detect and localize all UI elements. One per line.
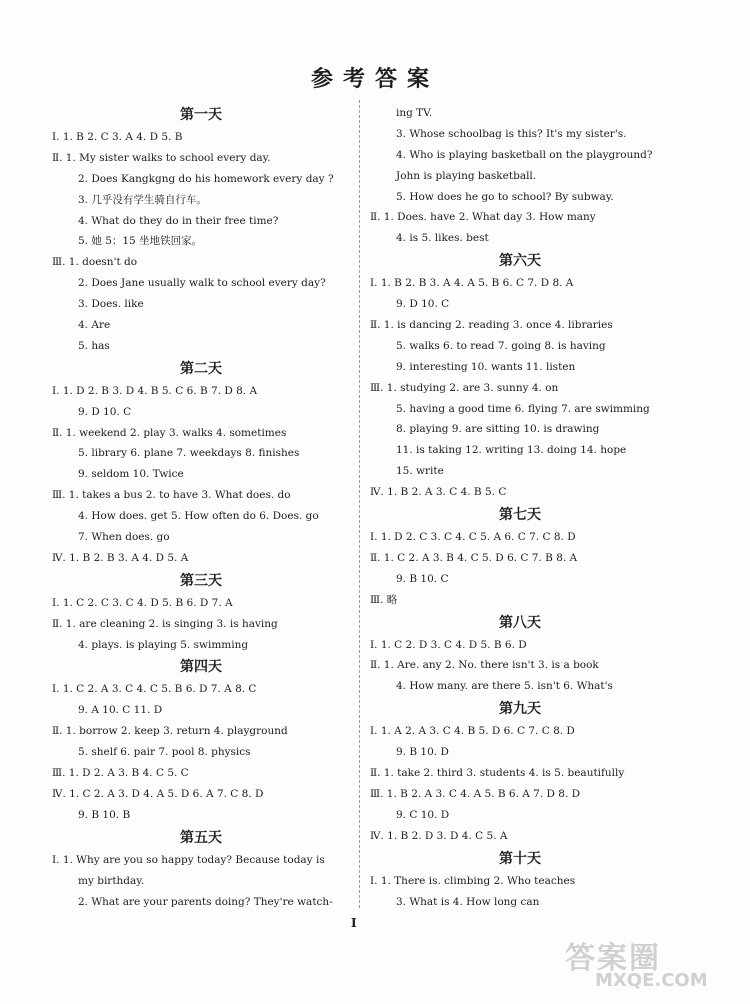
day-heading: 第四天 [180, 659, 222, 676]
answer-line: Ⅲ. 略 [370, 593, 398, 606]
answer-line: 5. shelf 6. pair 7. pool 8. physics [78, 746, 251, 759]
answer-block [52, 850, 350, 913]
answer-line: Ⅲ. 1. D 2. A 3. B 4. C 5. C [52, 767, 189, 780]
answer-block [370, 103, 670, 249]
watermark-url: MXQE.COM [595, 970, 708, 991]
day-heading: 第七天 [499, 507, 541, 524]
right-column [370, 103, 670, 912]
watermark-logo: 答案圈 [565, 941, 661, 976]
day-heading: 第九天 [499, 701, 541, 718]
answer-line: Ⅰ. 1. Why are you so happy today? Because today is [52, 853, 325, 866]
answer-line: 9. A 10. C 11. D [78, 704, 163, 717]
answer-line: 4. Are [78, 319, 111, 332]
answer-block [370, 635, 670, 698]
answer-line: 9. B 10. C [396, 572, 449, 585]
answer-line: 3. Whose schoolbag is this? It's my sister's. [396, 127, 627, 140]
page-number: I [351, 916, 357, 930]
column-divider [359, 100, 360, 908]
answer-line: Ⅰ. 1. B 2. B 3. A 4. A 5. B 6. C 7. D 8. A [370, 277, 574, 290]
answer-line: 4. plays. is playing 5. swimming [78, 638, 249, 651]
answer-line: John is playing basketball. [396, 169, 537, 182]
answer-line: Ⅱ. 1. C 2. A 3. B 4. C 5. D 6. C 7. B 8. A [370, 551, 578, 564]
answer-line: 2. Does Jane usually walk to school every day? [78, 277, 326, 290]
answer-line: Ⅲ. 1. takes a bus 2. to have 3. What does. do [52, 489, 291, 502]
answer-line: 9. D 10. C [78, 405, 132, 418]
answer-line: Ⅱ. 1. is dancing 2. reading 3. once 4. libraries [370, 319, 613, 332]
answer-block [52, 679, 350, 825]
answer-line: Ⅱ. 1. Does. have 2. What day 3. How many [370, 211, 596, 224]
answer-line: 2. Does Kangkgng do his homework every day ? [78, 172, 334, 185]
answer-line: 3. 几乎没有学生骑自行车。 [78, 193, 207, 206]
answer-line: 3. Does. like [78, 298, 144, 311]
answer-line: Ⅲ. 1. B 2. A 3. C 4. A 5. B 6. A 7. D 8. D [370, 787, 581, 800]
answer-line: 4. How does. get 5. How often do 6. Does. go [78, 510, 319, 523]
answer-line: Ⅳ. 1. B 2. D 3. D 4. C 5. A [370, 829, 508, 842]
answer-line: 5. walks 6. to read 7. going 8. is having [396, 339, 606, 352]
answer-line: Ⅲ. 1. studying 2. are 3. sunny 4. on [370, 381, 559, 394]
answer-line: 9. seldom 10. Twice [78, 468, 184, 481]
day-heading: 第十天 [499, 850, 541, 867]
answer-line: Ⅰ. 1. A 2. A 3. C 4. B 5. D 6. C 7. C 8. D [370, 725, 575, 738]
answer-line: Ⅲ. 1. doesn't do [52, 256, 138, 269]
answer-line: Ⅰ. 1. C 2. D 3. C 4. D 5. B 6. D [370, 638, 527, 651]
answer-line: 9. C 10. D [396, 808, 450, 821]
answer-line: Ⅱ. 1. My sister walks to school every day. [52, 151, 271, 164]
day-heading: 第五天 [180, 829, 222, 846]
answer-block [52, 381, 350, 569]
answer-line: Ⅳ. 1. B 2. B 3. A 4. D 5. A [52, 551, 189, 564]
answer-line: my birthday. [78, 874, 145, 887]
day-heading: 第二天 [180, 360, 222, 377]
answer-line: 5. having a good time 6. flying 7. are swimming [396, 402, 650, 415]
answer-block [52, 127, 350, 357]
answer-line: 11. is taking 12. writing 13. doing 14. hope [396, 444, 627, 457]
answer-block [370, 527, 670, 611]
answer-line: Ⅰ. 1. C 2. A 3. C 4. C 5. B 6. D 7. A 8. C [52, 683, 257, 696]
day-heading: 第六天 [499, 253, 541, 270]
answer-line: Ⅳ. 1. C 2. A 3. D 4. A 5. D 6. A 7. C 8. D [52, 787, 264, 800]
answer-line: Ⅱ. 1. Are. any 2. No. there isn't 3. is a book [370, 659, 599, 672]
answer-line: 5. 她 5：15 坐地铁回家。 [78, 235, 203, 248]
answer-line: 4. What do they do in their free time? [78, 214, 279, 227]
answer-block [370, 273, 670, 503]
answer-line: Ⅱ. 1. are cleaning 2. is singing 3. is having [52, 617, 278, 630]
page-title: 参考答案 [310, 67, 439, 92]
answer-line: Ⅰ. 1. There is. climbing 2. Who teaches [370, 874, 576, 887]
answer-block [370, 871, 670, 913]
answer-line: 4. Who is playing basketball on the playground? [396, 148, 653, 161]
answer-line: 5. library 6. plane 7. weekdays 8. finishes [78, 447, 300, 460]
answer-line: 9. B 10. D [396, 746, 449, 759]
answer-line: Ⅱ. 1. take 2. third 3. students 4. is 5. beautifully [370, 767, 625, 780]
day-heading: 第三天 [180, 572, 222, 589]
answer-line: Ⅰ. 1. D 2. C 3. C 4. C 5. A 6. C 7. C 8. D [370, 531, 576, 544]
answer-line: 7. When does. go [78, 531, 170, 544]
answer-line: ing TV. [396, 107, 433, 119]
answer-line: Ⅱ. 1. borrow 2. keep 3. return 4. playground [52, 725, 288, 738]
answer-line: 2. What are your parents doing? They're watch- [78, 895, 333, 908]
answer-line: 8. playing 9. are sitting 10. is drawing [396, 423, 600, 436]
answer-line: Ⅰ. 1. C 2. C 3. C 4. D 5. B 6. D 7. A [52, 596, 233, 609]
answer-block [52, 593, 350, 656]
answer-line: 5. How does he go to school? By subway. [396, 190, 614, 203]
left-column [52, 103, 350, 912]
answer-line: 9. B 10. B [78, 808, 131, 821]
answer-line: Ⅰ. 1. D 2. B 3. D 4. B 5. C 6. B 7. D 8. A [52, 384, 258, 397]
answer-line: 3. What is 4. How long can [396, 895, 540, 908]
answer-line: Ⅱ. 1. weekend 2. play 3. walks 4. sometimes [52, 426, 287, 439]
answer-line: Ⅰ. 1. B 2. C 3. A 4. D 5. B [52, 131, 183, 143]
day-heading: 第一天 [180, 107, 222, 123]
answer-line: 4. is 5. likes. best [396, 232, 489, 245]
answer-block [370, 721, 670, 846]
answer-line: 5. has [78, 339, 110, 352]
answer-line: Ⅳ. 1. B 2. A 3. C 4. B 5. C [370, 486, 507, 499]
day-heading: 第八天 [499, 614, 541, 631]
answer-line: 9. interesting 10. wants 11. listen [396, 360, 576, 373]
answer-line: 15. write [396, 465, 444, 478]
answer-line: 4. How many. are there 5. isn't 6. What's [396, 680, 613, 693]
answer-line: 9. D 10. C [396, 298, 450, 311]
